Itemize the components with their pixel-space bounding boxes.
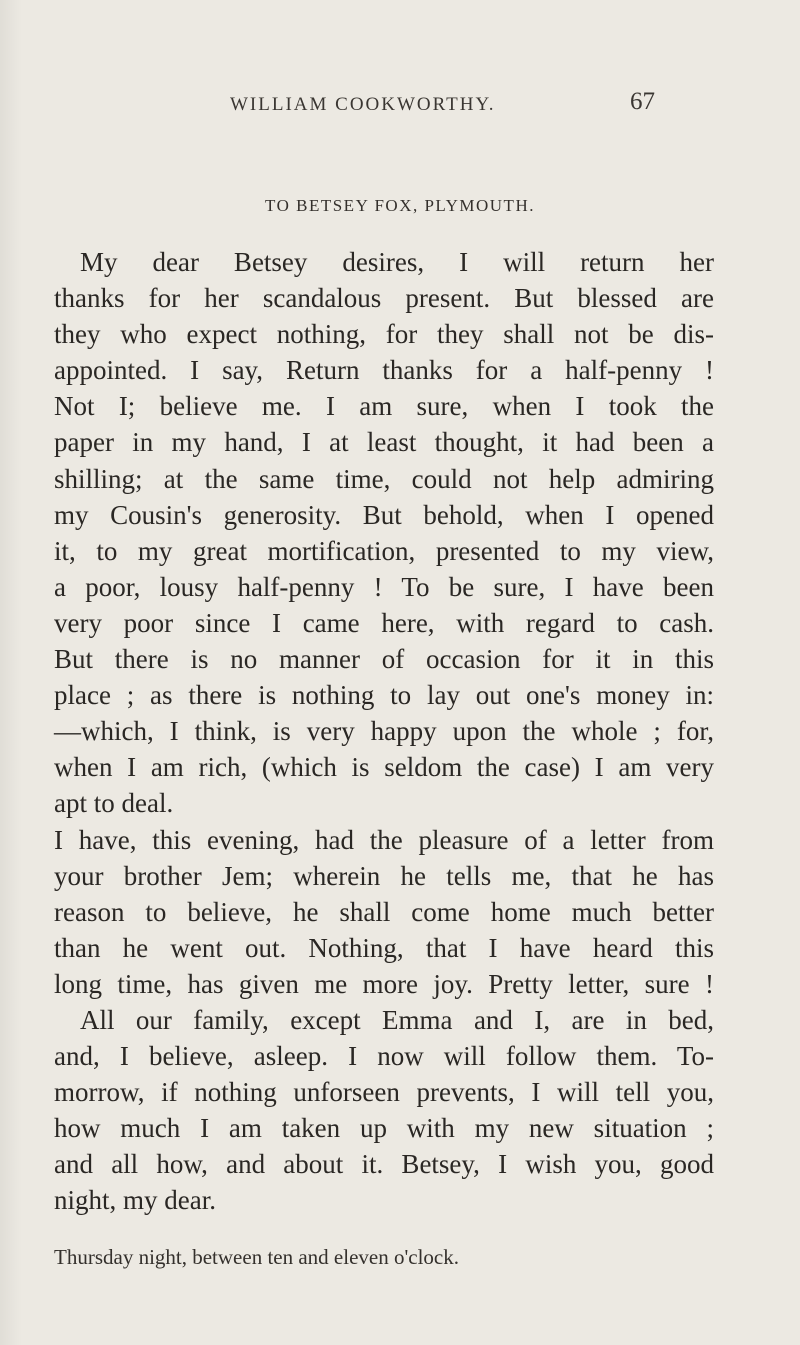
- text-line: shilling; at the same time, could not help admiring: [54, 463, 714, 494]
- text-line: when I am rich, (which is seldom the case) I am very: [54, 752, 714, 783]
- text-line: and, I believe, asleep. I now will follow them. To-: [54, 1041, 714, 1072]
- text-line: my Cousin's generosity. But behold, when I opened: [54, 499, 714, 530]
- text-line: reason to believe, he shall come home much better: [54, 896, 714, 927]
- text-line: Not I; believe me. I am sure, when I took the: [54, 391, 714, 422]
- text-line: All our family, except Emma and I, are in bed,: [80, 1004, 714, 1035]
- text-line: and all how, and about it. Betsey, I wish you, good: [54, 1149, 714, 1180]
- text-line: appointed. I say, Return thanks for a half-penny !: [54, 355, 714, 386]
- text-line: thanks for her scandalous present. But blessed are: [54, 283, 714, 314]
- text-line: than he went out. Nothing, that I have heard this: [54, 932, 714, 963]
- text-line: long time, has given me more joy. Pretty letter, sure !: [54, 968, 714, 999]
- text-line: it, to my great mortification, presented to my view,: [54, 535, 714, 566]
- text-line: apt to deal.: [54, 788, 174, 819]
- text-line: I have, this evening, had the pleasure of a letter from: [54, 824, 714, 855]
- text-line: a poor, lousy half-penny ! To be sure, I have been: [54, 571, 714, 602]
- text-line: paper in my hand, I at least thought, it had been a: [54, 427, 714, 458]
- text-line: But there is no manner of occasion for it in this: [54, 644, 714, 675]
- text-line: My dear Betsey desires, I will return her: [80, 247, 714, 277]
- letter-heading: TO BETSEY FOX, PLYMOUTH.: [265, 196, 535, 215]
- text-line: how much I am taken up with my new situation ;: [54, 1113, 714, 1144]
- text-line: very poor since I came here, with regard to cash.: [54, 607, 714, 638]
- text-line: they who expect nothing, for they shall not be dis-: [54, 319, 714, 350]
- letter-body: [54, 244, 714, 1219]
- text-line: night, my dear.: [54, 1185, 216, 1216]
- text-line: —which, I think, is very happy upon the whole ; for,: [54, 716, 714, 747]
- text-line: place ; as there is nothing to lay out one's money in:: [54, 680, 714, 711]
- text-line: morrow, if nothing unforseen prevents, I will tell you,: [54, 1077, 714, 1108]
- running-title: WILLIAM COOKWORTHY.: [230, 94, 496, 115]
- running-head: [0, 82, 800, 122]
- dateline: Thursday night, between ten and eleven o'clock.: [54, 1245, 459, 1269]
- text-line: your brother Jem; wherein he tells me, that he has: [54, 860, 714, 891]
- page-number: 67: [630, 88, 655, 115]
